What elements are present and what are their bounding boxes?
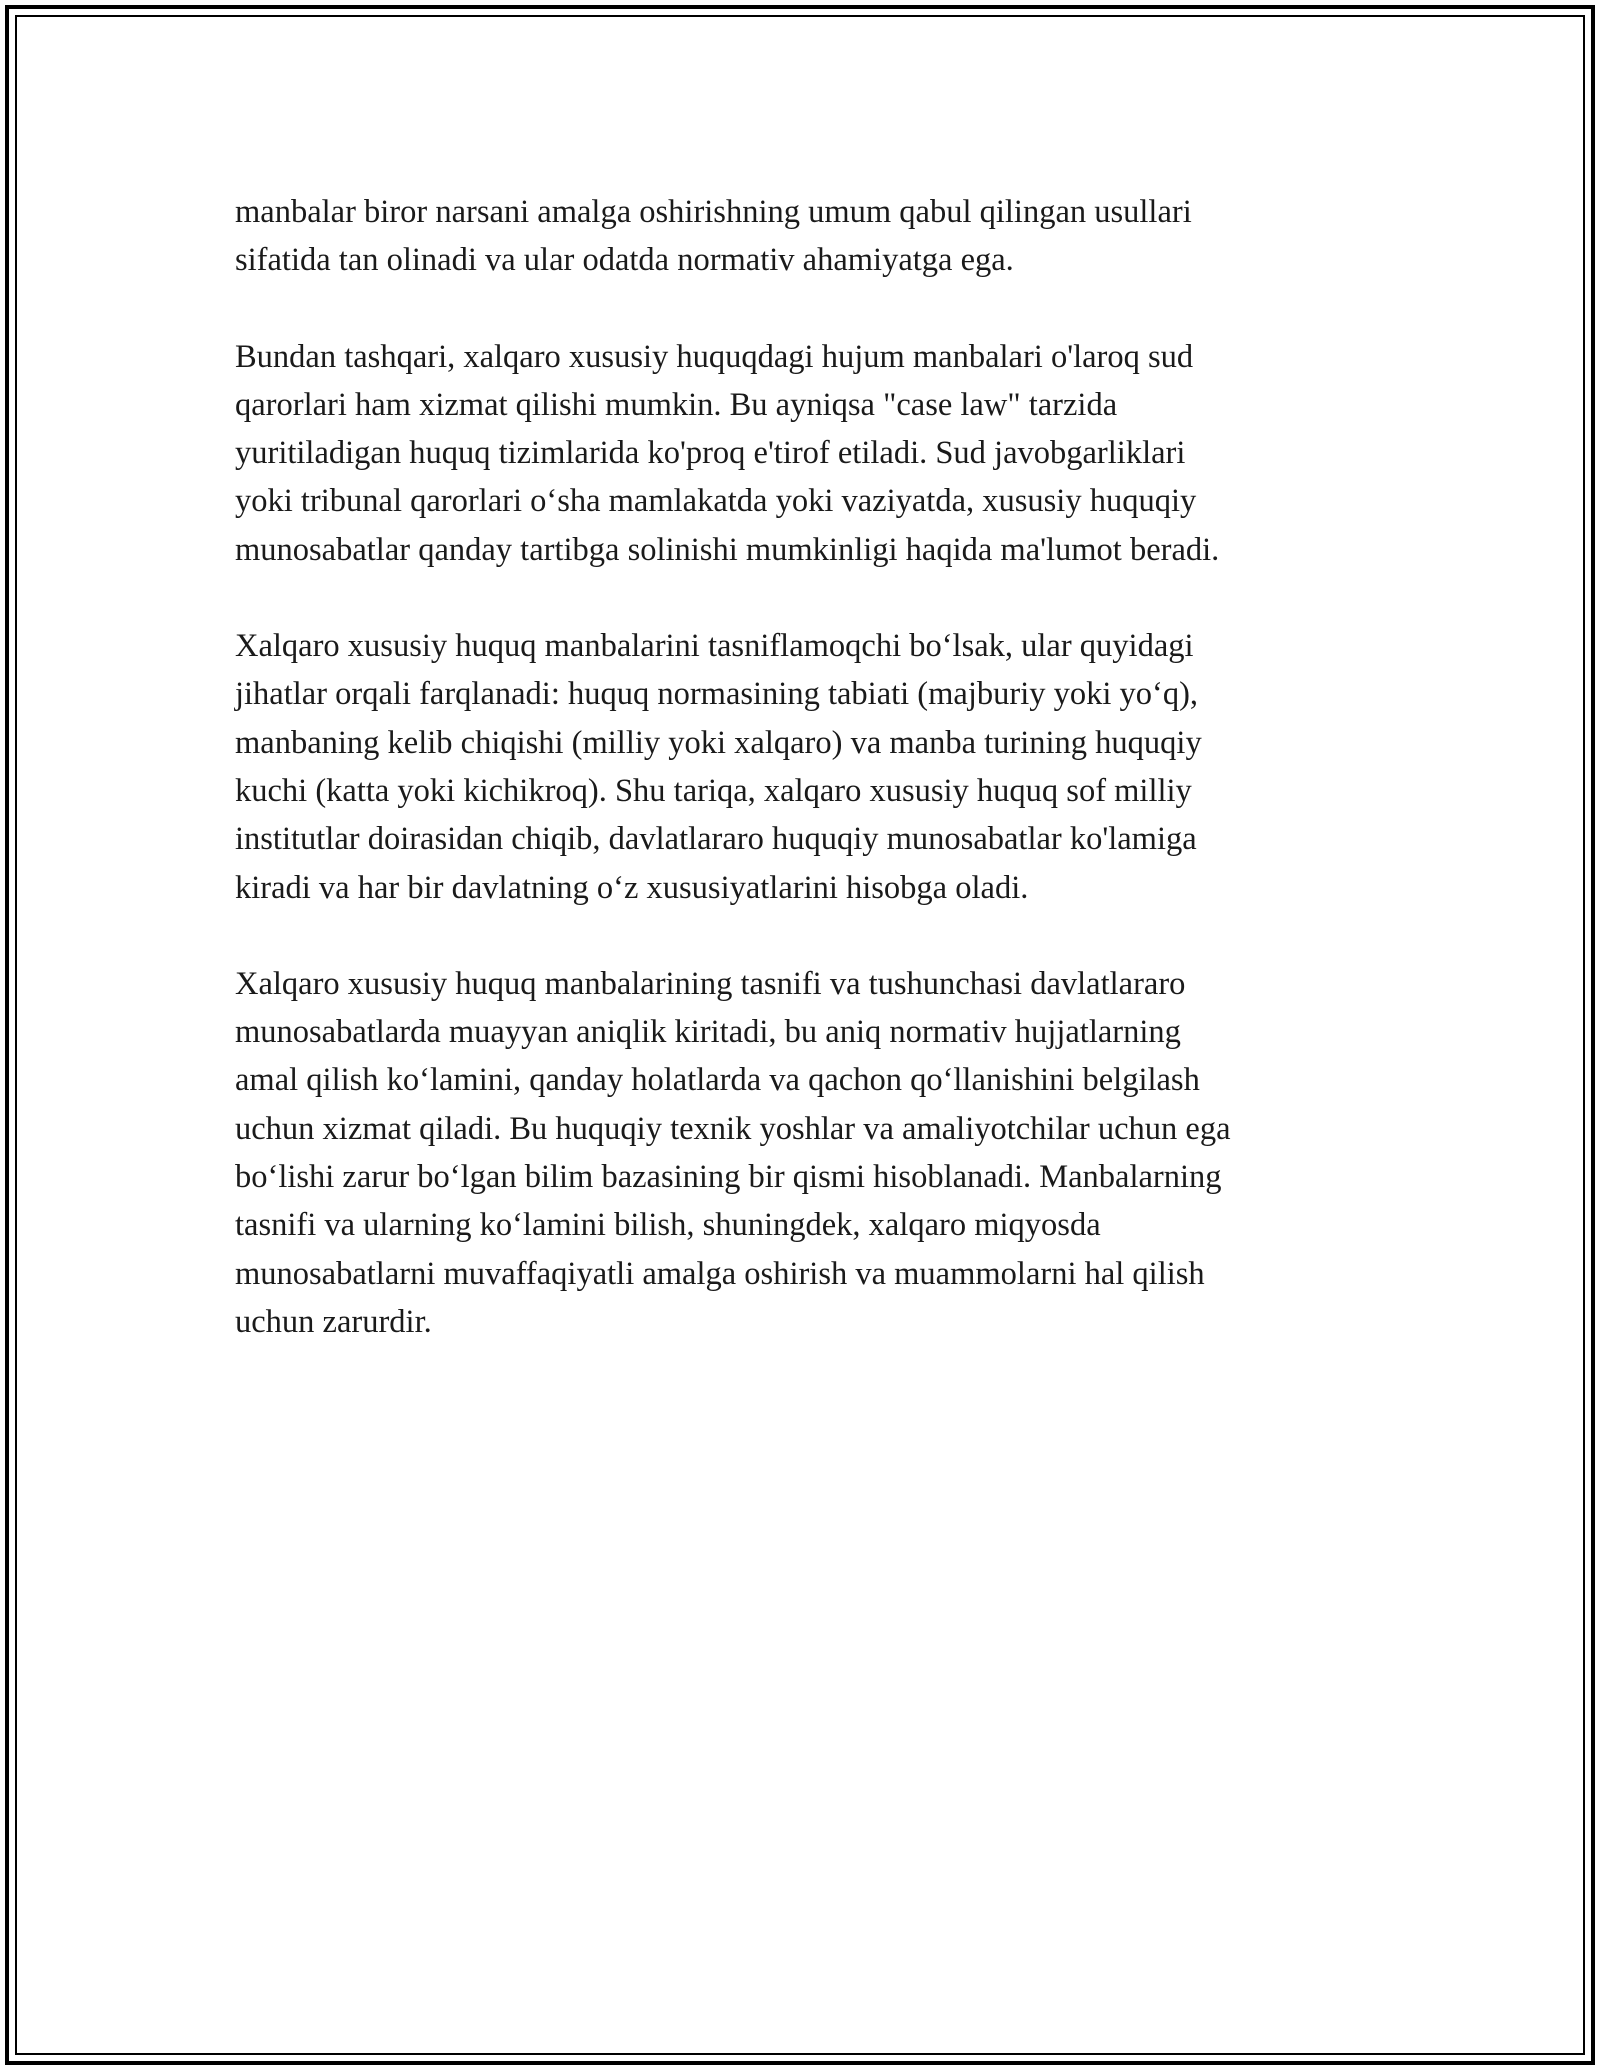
document-body <box>235 188 1365 1394</box>
paragraph-4: Xalqaro xususiy huquq manbalarining tasnifi va tushunchasi davlatlararo munosabatlarda muayyan aniqlik kiritadi, bu aniq normativ hujjatlarning amal qilish ko‘lamini, qanday holatlarda va qachon qo‘llanishini belgilash uchun xizmat qiladi. Bu huquqiy texnik yoshlar va amaliyotchilar uchun ega bo‘lishi zarur bo‘lgan bilim bazasining bir qismi hisoblanadi. Manbalarning tasnifi va ularning ko‘lamini bilish, shuningdek, xalqaro miqyosda munosabatlarni muvaffaqiyatli amalga oshirish va muammolarni hal qilish uchun zarurdir. <box>235 965 1231 1340</box>
paragraph-1: manbalar biror narsani amalga oshirishning umum qabul qilingan usullari sifatida tan olinadi va ular odatda normativ ahamiyatga ega. <box>235 194 1192 279</box>
paragraph-2: Bundan tashqari, xalqaro xususiy huquqdagi hujum manbalari o'laroq sud qarorlari ham xizmat qilishi mumkin. Bu ayniqsa "case law" tarzida yuritiladigan huquq tizimlarida ko'proq e'tirof etiladi. Sud javobgarliklari yoki tribunal qarorlari o‘sha mamlakatda yoki vaziyatda, xususiy huquqiy munosabatlar qanday tartibga solinishi mumkinligi haqida ma'lumot beradi. <box>235 338 1220 568</box>
paragraph-3: Xalqaro xususiy huquq manbalarini tasniflamoqchi bo‘lsak, ular quyidagi jihatlar orqali farqlanadi: huquq normasining tabiati (majburiy yoki yo‘q), manbaning kelib chiqishi (milliy yoki xalqaro) va manba turining huquqiy kuchi (katta yoki kichikroq). Shu tariqa, xalqaro xususiy huquq sof milliy institutlar doirasidan chiqib, davlatlararo huquqiy munosabatlar ko'lamiga kiradi va har bir davlatning o‘z xususiyatlarini hisobga oladi. <box>235 628 1202 906</box>
